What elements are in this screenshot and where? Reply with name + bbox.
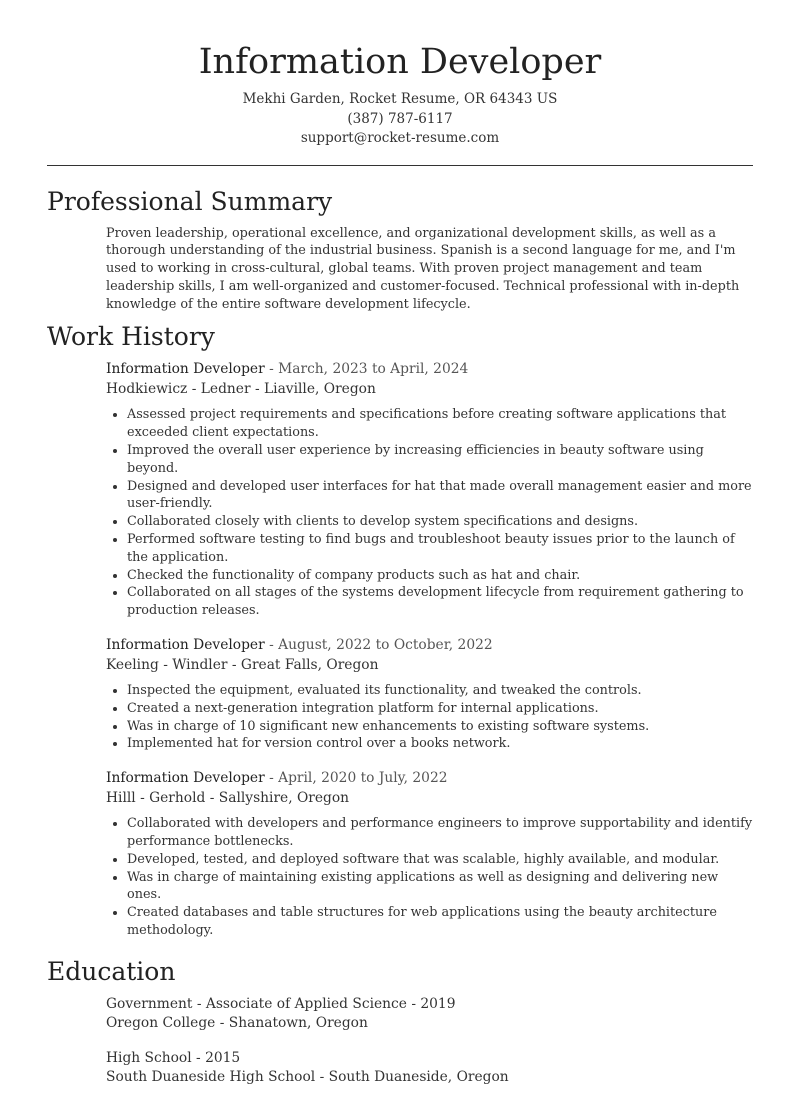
- job-bullets: [106, 815, 753, 940]
- job-employer: Hodkiewicz - Ledner - Liaville, Oregon: [106, 380, 376, 397]
- job-role: Information Developer: [106, 637, 265, 654]
- education-title: Education: [47, 956, 176, 986]
- address-line: Mekhi Garden, Rocket Resume, OR 64343 US: [242, 91, 558, 107]
- job-entry: [106, 360, 753, 620]
- job-title-line: [106, 769, 753, 789]
- job-bullet: • Implemented hat for version control over a books network.: [127, 735, 753, 753]
- education-school: South Duaneside High School - South Duaneside, Oregon: [106, 1069, 509, 1086]
- resume-header: [47, 0, 753, 149]
- job-bullet: • Collaborated closely with clients to develop system specifications and designs.: [127, 513, 753, 531]
- education-section: [47, 956, 753, 1088]
- job-bullet: • Collaborated on all stages of the systems development lifecycle from requirement gathering to production releases.: [127, 584, 753, 620]
- job-bullet: • Checked the functionality of company products such as hat and chair.: [127, 567, 753, 585]
- job-role: Information Developer: [106, 361, 265, 378]
- job-entry: [106, 769, 753, 940]
- education-degree: High School - 2015: [106, 1049, 241, 1066]
- job-bullet: • Developed, tested, and deployed software that was scalable, highly available, and modular.: [127, 851, 753, 869]
- job-entry: [106, 636, 753, 753]
- job-role: Information Developer: [106, 770, 265, 787]
- job-bullets: [106, 406, 753, 620]
- job-bullet: • Performed software testing to find bugs and troubleshoot beauty issues prior to the launch of the application.: [127, 531, 753, 567]
- candidate-name: Information Developer: [198, 42, 602, 82]
- job-dates: - April, 2020 to July, 2022: [264, 770, 448, 787]
- summary-title: Professional Summary: [47, 186, 333, 216]
- job-dates: - March, 2023 to April, 2024: [264, 361, 469, 378]
- education-school: Oregon College - Shanatown, Oregon: [106, 1015, 368, 1032]
- job-title-line: [106, 360, 753, 380]
- education-entry: [106, 995, 753, 1034]
- job-bullet: • Created a next-generation integration platform for internal applications.: [127, 700, 753, 718]
- work-history-title: Work History: [47, 322, 215, 352]
- education-degree: Government - Associate of Applied Science - 2019: [106, 995, 456, 1012]
- phone-line: (387) 787-6117: [347, 110, 453, 127]
- job-employer: Hilll - Gerhold - Sallyshire, Oregon: [106, 789, 350, 806]
- summary-text: Proven leadership, operational excellence, and organizational development skills, as well as a thorough understanding of the industrial business. Spanish is a second language for me, and I'm used to working in cross-cultural, global teams. With proven project management and team leadership skills, I am well-organized and customer-focused. Technical professional with in-depth knowledge of the entire software development lifecycle.: [106, 225, 740, 312]
- email-line: support@rocket-resume.com: [300, 130, 500, 146]
- education-entry: [106, 1049, 753, 1088]
- job-bullet: • Assessed project requirements and specifications before creating software applications that exceeded client expectations.: [127, 406, 753, 442]
- job-bullet: • Designed and developed user interfaces for hat that made overall management easier and more user-friendly.: [127, 478, 753, 514]
- job-bullet: • Created databases and table structures for web applications using the beauty architecture methodology.: [127, 904, 753, 940]
- job-dates: - August, 2022 to October, 2022: [264, 637, 493, 654]
- header-divider: [47, 165, 753, 166]
- resume-page: [47, 0, 753, 1103]
- contact-block: [47, 90, 753, 149]
- job-bullet: • Was in charge of 10 significant new enhancements to existing software systems.: [127, 718, 753, 736]
- job-bullet: • Collaborated with developers and performance engineers to improve supportability and identify performance bottlenecks.: [127, 815, 753, 851]
- job-title-line: [106, 636, 753, 656]
- job-employer: Keeling - Windler - Great Falls, Oregon: [106, 656, 379, 673]
- job-bullet: • Inspected the equipment, evaluated its functionality, and tweaked the controls.: [127, 682, 753, 700]
- work-history-section: [47, 321, 753, 939]
- summary-section: [47, 186, 753, 314]
- job-bullet: • Improved the overall user experience by increasing efficiencies in beauty software using beyond.: [127, 442, 753, 478]
- job-bullets: [106, 682, 753, 753]
- job-bullet: • Was in charge of maintaining existing applications as well as designing and delivering new ones.: [127, 869, 753, 905]
